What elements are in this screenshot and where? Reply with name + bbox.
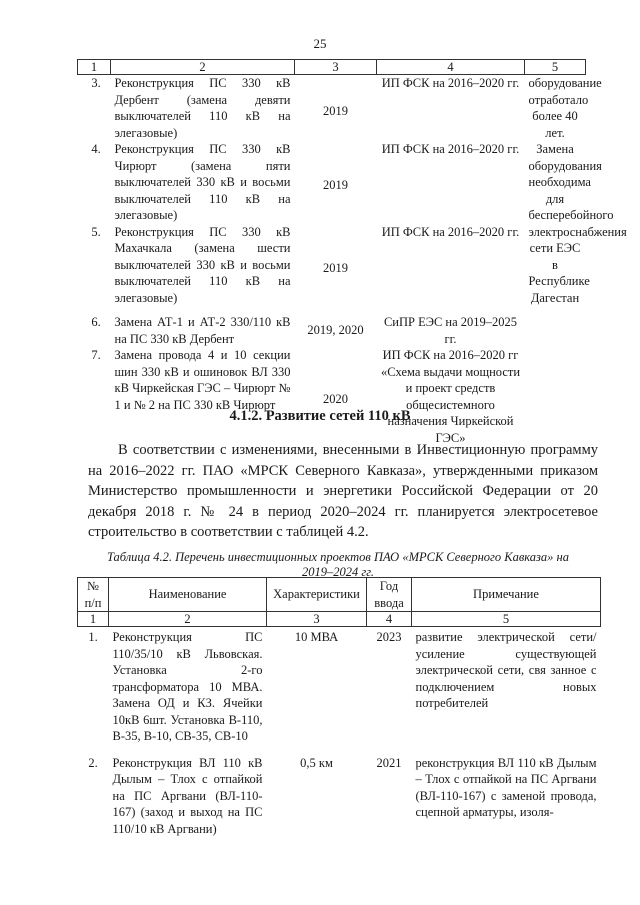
table2-header-row (78, 578, 601, 612)
table2-header-cell: 2 (109, 612, 267, 627)
empty-note (525, 347, 586, 446)
project-characteristics: 10 МВА (294, 630, 339, 644)
table1-header-cell: 5 (525, 60, 586, 75)
table2-column-numbers (78, 612, 601, 627)
project-source: ИП ФСК на 2016–2020 гг «Схема выдачи мощности и проект средств общесистемного назначения Чиркейской ГЭС» (380, 348, 521, 445)
table1-column-numbers (78, 60, 586, 75)
header-name: Наименование (109, 578, 267, 612)
table2-header-cell: 4 (367, 612, 412, 627)
header-year: Год ввода (367, 578, 412, 612)
project-year: 2023 (376, 630, 402, 644)
project-name: Замена АТ-1 и АТ-2 330/110 кВ на ПС 330 кВ Дербент (114, 315, 291, 346)
project-year: 2019 (323, 103, 348, 118)
project-source: СиПР ЕЭС на 2019–2025 гг. (383, 315, 518, 346)
project-year: 2019 (323, 260, 348, 275)
project-year: 2020 (323, 392, 348, 407)
section-title: 4.1.2. Развитие сетей 110 кВ (229, 408, 411, 424)
table-row (78, 75, 586, 142)
row-number: 4. (91, 142, 101, 156)
table1-header-cell: 2 (111, 60, 295, 75)
row-number: 1. (88, 630, 98, 644)
empty-note (525, 306, 586, 347)
row-number: 2. (88, 755, 98, 770)
row-number: 5. (91, 224, 101, 239)
table-caption: Таблица 4.2. Перечень инвестиционных проектов ПАО «МРСК Северного Кавказа» на 2019–2024 гг. (106, 550, 569, 579)
body-paragraph: В соответствии с изменениями, внесенными в Инвестиционную программу на 2016–2022 гг. ПАО «МРСК Северного Кавказа», утвержденными приказом Министерство промышленности и энергетики Российской Федерации от 20 декабря 2018 г. № 24 в период 2020–2024 гг. планируется электросетевое строительство в соответствии с таблицей 4.2. (88, 442, 598, 540)
table1-header-cell: 4 (377, 60, 525, 75)
table2-header-cell: 1 (78, 612, 109, 627)
row-number: 3. (91, 76, 101, 90)
table-row (78, 224, 586, 307)
table-row (78, 347, 586, 446)
project-name: Реконструкция ПС 110/35/10 кВ Львовская. Установка 2-го трансформатора 10 МВА. Замена ОД и КЗ. Ячейки 10кВ 6шт. Установка В-110, В-35, В-10, СВ-35, СВ-10 (112, 630, 263, 743)
project-year: 2019, 2020 (307, 323, 364, 338)
header-characteristics: Характеристики (267, 578, 367, 612)
project-note: реконструкция ВЛ 110 кВ Дылым – Тлох с отпайкой на ПС Аргвани (ВЛ-110-167) с заменой провода, сцепной арматуры, изоля- (415, 755, 597, 819)
table2-header-cell: 5 (412, 612, 601, 627)
table-row (78, 306, 586, 347)
page-bottom-edge (0, 895, 640, 905)
project-name: Реконструкция ПС 330 кВ Махачкала (замена шести выключателей 330 кВ и восьми выключателей 110 кВ на элегазовые) (114, 224, 291, 305)
project-name: Замена провода 4 и 10 секции шин 330 кВ и ошиновок ВЛ 330 кВ Чиркейская ГЭС – Чирюрт № 1 и № 2 на ПС 330 кВ Чирюрт (114, 348, 291, 412)
investment-projects-table (77, 577, 601, 837)
table-row (78, 627, 601, 745)
table1-header-cell: 1 (78, 60, 111, 75)
project-source: ИП ФСК на 2016–2020 гг. (381, 224, 520, 239)
project-source: ИП ФСК на 2016–2020 гг. (381, 76, 520, 90)
project-note: развитие электрической сети/усиление существующей электрической сети, свя занное с подключением новых потребителей (415, 630, 597, 710)
table-row (78, 745, 601, 838)
page-number: 25 (313, 36, 327, 51)
header-num: № п/п (78, 578, 109, 612)
row-number: 6. (91, 315, 101, 329)
project-source: ИП ФСК на 2016–2020 гг. (381, 142, 520, 156)
table-row (78, 141, 586, 224)
table2-header-cell: 3 (267, 612, 367, 627)
row-number: 7. (91, 348, 101, 362)
reconstruction-table (77, 59, 627, 446)
project-year: 2021 (376, 755, 402, 770)
project-name: Реконструкция ПС 330 кВ Чирюрт (замена пяти выключателей 330 кВ и восьми выключателей 110 кВ на элегазовые) (114, 142, 291, 222)
header-note: Примечание (412, 578, 601, 612)
table1-header-cell: 3 (295, 60, 377, 75)
merged-note: оборудование отработало более 40 лет. Замена оборудования необходима для бесперебойного электроснабжения сети ЕЭС в Республике Дагестан (528, 76, 627, 305)
project-name: Реконструкция ПС 330 кВ Дербент (замена девяти выключателей 110 кВ на элегазовые) (114, 76, 291, 140)
project-year: 2019 (323, 178, 348, 192)
project-characteristics: 0,5 км (300, 755, 333, 770)
project-name: Реконструкция ВЛ 110 кВ Дылым – Тлох с отпайкой на ПС Аргвани (ВЛ-110-167) (заход и выход на ПС 110/10 кВ Аргвани) (112, 755, 263, 836)
